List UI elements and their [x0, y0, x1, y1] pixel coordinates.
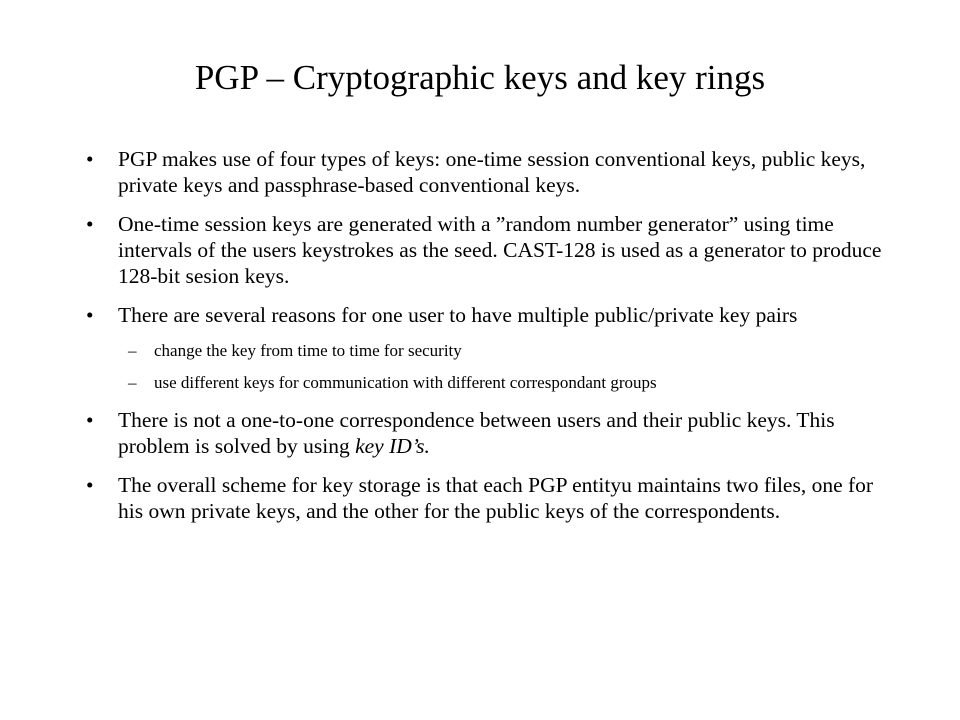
dash-icon: –	[128, 341, 137, 360]
bullet-item-session-keys	[84, 211, 884, 289]
subbullet-text: change the key from time to time for security	[154, 341, 462, 360]
bullet-item-key-storage	[84, 472, 884, 524]
subbullet-item	[118, 372, 884, 394]
subbullet-list	[118, 340, 884, 394]
slide-title: PGP – Cryptographic keys and key rings	[194, 58, 766, 97]
bullet-icon: •	[86, 147, 94, 171]
bullet-icon: •	[86, 473, 94, 497]
subbullet-item	[118, 340, 884, 362]
bullet-item-multiple-key-pairs	[84, 302, 884, 394]
bullet-text: PGP makes use of four types of keys: one-time session conventional keys, public keys, private keys and passphrase-based conventional keys.	[118, 147, 866, 197]
bullet-icon: •	[86, 303, 94, 327]
bullet-text-italic: key ID’s.	[355, 434, 430, 458]
bullet-text: There are several reasons for one user to have multiple public/private key pairs	[118, 303, 798, 327]
bullet-text: There is not a one-to-one correspondence between users and their public keys. This problem is solved by using	[118, 408, 835, 458]
bullet-icon: •	[86, 408, 94, 432]
bullet-list	[84, 146, 884, 537]
subbullet-text: use different keys for communication with different correspondant groups	[154, 373, 657, 392]
bullet-text: The overall scheme for key storage is that each PGP entityu maintains two files, one for his own private keys, and the other for the public keys of the correspondents.	[118, 473, 874, 523]
bullet-item-key-ids	[84, 407, 884, 459]
bullet-icon: •	[86, 212, 94, 236]
bullet-item-key-types	[84, 146, 884, 198]
bullet-text: One-time session keys are generated with a ”random number generator” using time intervals of the users keystrokes as the seed. CAST-128 is used as a generator to produce 128-bit sesion keys.	[118, 212, 882, 288]
dash-icon: –	[128, 373, 137, 392]
